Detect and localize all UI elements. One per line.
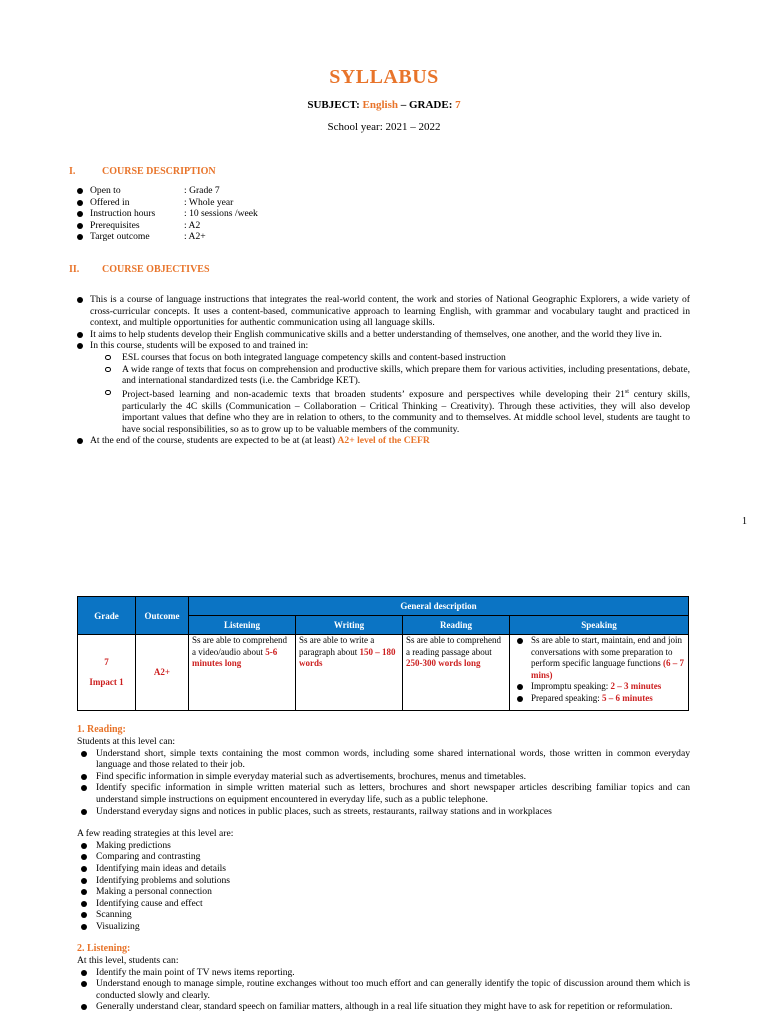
outcome-cell	[136, 635, 189, 711]
item-key: Open to	[90, 185, 121, 196]
listening-heading: 2. Listening:	[77, 943, 131, 954]
section-1-title: COURSE DESCRIPTION	[102, 166, 216, 177]
list-item	[77, 231, 377, 243]
sub-list-item	[105, 352, 690, 364]
bullet-icon	[81, 970, 87, 976]
strategy-text: Making predictions	[96, 839, 171, 851]
list-item	[77, 197, 377, 209]
outcome-level: A2+	[153, 666, 171, 677]
item-key: Offered in	[90, 196, 130, 208]
listening-highlight: 5-6 minutes long	[192, 646, 278, 668]
reading-text: Ss are able to comprehend a reading passage about	[406, 635, 501, 657]
bullet-icon	[81, 981, 87, 987]
bullet-icon	[81, 924, 87, 930]
item-value: : Grade 7	[184, 185, 220, 196]
sub-list-item	[105, 364, 690, 387]
list-item	[77, 978, 690, 1001]
speaking-item	[514, 693, 685, 705]
list-item	[77, 329, 690, 341]
list-item	[77, 208, 377, 220]
listening-cell	[189, 635, 296, 711]
speaking-item	[514, 635, 685, 681]
subject-value: English	[362, 99, 398, 111]
circle-bullet-icon	[105, 367, 111, 373]
reading-item-text: Understand short, simple texts containing the most common words, including some shared international words, those written in common everyday language and those related to their job.	[96, 747, 690, 771]
objective-text: This is a course of language instructions that integrates the real-world content, the work and stories of National Geographic Explorers, a wide variety of cross-curricular concepts. It uses a content-based, communicative approach to learning English, with grammar and vocabulary taught and practiced in context, and multiple opportunities for authentic communication using all language skills.	[90, 294, 690, 329]
header-writing: Writing	[296, 616, 403, 635]
list-item	[77, 921, 690, 933]
bullet-icon	[81, 912, 87, 918]
sub-item-text: century skills, particularly the 4C skills (Communication – Collaboration – Critical Thinking – Creativity). Through these activities, they will also develop important values that define who they are in relation to others, to the community and to themselves. At middle school level, students are taught to have social responsibilities, so as to grow up to be valuable members of the community.	[122, 388, 690, 435]
header-grade: Grade	[78, 597, 136, 635]
bullet-icon	[81, 785, 87, 791]
bullet-icon	[77, 343, 83, 349]
bullet-icon	[81, 774, 87, 780]
bullet-icon	[81, 751, 87, 757]
list-item	[77, 748, 690, 771]
table-row	[78, 635, 689, 711]
reading-heading: 1. Reading:	[77, 724, 126, 735]
objective-text: At the end of the course, students are expected to be at (at least)	[90, 435, 336, 447]
header-speaking: Speaking	[510, 616, 689, 635]
speaking-highlight: 5 – 6 minutes	[601, 692, 653, 703]
strategy-text: Scanning	[96, 909, 132, 921]
bullet-icon	[517, 684, 523, 690]
listening-intro: At this level, students can:	[77, 955, 179, 966]
course-objectives-list	[77, 294, 690, 447]
section-2-number: II.	[69, 264, 80, 275]
writing-highlight: 150 – 180 words	[299, 646, 396, 668]
bullet-icon	[81, 1004, 87, 1010]
speaking-text: Impromptu speaking:	[531, 681, 611, 691]
reading-intro: Students at this level can:	[77, 736, 176, 747]
bullet-icon	[517, 696, 523, 702]
list-item	[77, 771, 690, 783]
reading-highlight: 250-300 words long	[406, 658, 481, 668]
list-item	[77, 875, 690, 887]
item-key: Target outcome	[90, 231, 150, 243]
listening-section	[77, 955, 690, 1013]
school-year: School year: 2021 – 2022	[327, 121, 441, 133]
list-item	[77, 782, 690, 805]
bullet-icon	[77, 297, 83, 303]
course-description-list	[77, 185, 377, 243]
listening-item-text: Generally understand clear, standard speech on familiar matters, although in a real life situation they might have to ask for repetition or reformulation.	[96, 1001, 673, 1013]
grade-cell	[78, 635, 136, 711]
general-description-table	[77, 596, 689, 711]
list-item	[77, 294, 690, 329]
strategy-text: Making a personal connection	[96, 886, 212, 898]
sub-item-text: A wide range of texts that focus on comprehension and productive skills, which prepare them for various activities, including presentations, debate, and international standardized tests (i.e. the Cambridge KET).	[122, 363, 690, 387]
bullet-icon	[77, 200, 83, 206]
list-item	[77, 340, 690, 352]
sub-list	[77, 352, 690, 435]
circle-bullet-icon	[105, 355, 111, 361]
item-value: : A2	[184, 219, 201, 231]
superscript: st	[624, 388, 629, 395]
bullet-icon	[517, 638, 523, 644]
list-item	[77, 886, 690, 898]
list-item	[77, 967, 690, 979]
strategy-text: Identifying cause and effect	[96, 897, 203, 909]
list-item	[77, 863, 690, 875]
bullet-icon	[81, 889, 87, 895]
sub-list-item	[105, 387, 690, 436]
list-item	[77, 851, 690, 863]
section-2-title: COURSE OBJECTIVES	[102, 264, 210, 275]
list-item	[77, 898, 690, 910]
sub-item-text: ESL courses that focus on both integrated language competency skills and content-based instruction	[122, 351, 506, 363]
speaking-highlight: (6 – 7 mins)	[531, 658, 684, 680]
strategy-text: Comparing and contrasting	[96, 851, 201, 863]
speaking-text: Prepared speaking:	[531, 692, 602, 703]
bullet-icon	[77, 438, 83, 444]
bullet-icon	[81, 866, 87, 872]
bullet-icon	[81, 843, 87, 849]
sub-item-text: Project-based learning and non-academic texts that broaden students’ exposure and perspectives while developing their 21	[122, 388, 625, 400]
reading-item-text: Understand everyday signs and notices in public places, such as streets, restaurants, railway stations and in workplaces	[96, 805, 552, 817]
bullet-icon	[77, 188, 83, 194]
item-value: : Whole year	[184, 196, 234, 208]
item-value: : A2+	[184, 231, 206, 243]
list-item	[77, 909, 690, 921]
list-item	[77, 806, 690, 818]
strategy-text: Visualizing	[96, 920, 140, 932]
book-title: Impact 1	[89, 676, 124, 687]
header-reading: Reading	[403, 616, 510, 635]
bullet-icon	[81, 878, 87, 884]
header-listening: Listening	[189, 616, 296, 635]
section-1-number: I.	[69, 166, 76, 177]
cefr-level: A2+ level of the CEFR	[337, 435, 430, 447]
speaking-text: Ss are able to start, maintain, end and join conversations with some preparation to perform specific language functions	[531, 635, 682, 668]
objective-text: It aims to help students develop their English communicative skills and a better understanding of themselves, one another, and the world they live in.	[90, 328, 662, 340]
objective-text: In this course, students will be exposed to and trained in:	[90, 340, 309, 352]
speaking-cell	[510, 635, 689, 711]
circle-bullet-icon	[105, 390, 111, 396]
bullet-icon	[81, 809, 87, 815]
grade-label: – GRADE:	[400, 99, 453, 111]
subject-label: SUBJECT:	[307, 99, 360, 111]
reading-cell	[403, 635, 510, 711]
document-title: SYLLABUS	[329, 66, 439, 88]
writing-cell	[296, 635, 403, 711]
item-key: Prerequisites	[90, 219, 140, 231]
list-item	[77, 435, 690, 447]
item-value: : 10 sessions /week	[184, 208, 258, 220]
bullet-icon	[77, 234, 83, 240]
reading-item-text: Identify specific information in simple written material such as letters, brochures and short newspaper articles describing familiar topics and can understand simple instructions on equipment encountered in everyday life, such as a public telephone.	[96, 782, 690, 805]
bullet-icon	[77, 223, 83, 229]
listening-item-text: Understand enough to manage simple, routine exchanges without too much effort and can generally identify the topic of discussion around them which is conducted slowly and clearly.	[96, 978, 690, 1001]
bullet-icon	[77, 211, 83, 217]
header-general-description: General description	[189, 597, 689, 616]
section-2-heading	[69, 264, 210, 275]
writing-text: Ss are able to write a paragraph about	[299, 635, 375, 657]
list-item	[77, 840, 690, 852]
speaking-item	[514, 681, 685, 693]
listening-text: Ss are able to comprehend a video/audio about	[192, 635, 287, 657]
bullet-icon	[81, 854, 87, 860]
grade-number: 7	[104, 657, 109, 667]
grade-value: 7	[455, 99, 461, 111]
reading-section	[77, 736, 690, 933]
header-outcome: Outcome	[136, 597, 189, 635]
listening-item-text: Identify the main point of TV news items reporting.	[96, 966, 295, 978]
strategy-text: Identifying problems and solutions	[96, 874, 231, 886]
page-number: 1	[742, 516, 747, 527]
bullet-icon	[77, 332, 83, 338]
item-key: Instruction hours	[90, 208, 156, 220]
subject-line	[0, 99, 768, 111]
speaking-highlight: 2 – 3 minutes	[610, 681, 662, 691]
section-1-heading	[69, 166, 216, 177]
strategy-text: Identifying main ideas and details	[96, 862, 227, 874]
reading-item-text: Find specific information in simple everyday material such as advertisements, brochures, menus and timetables.	[96, 770, 526, 782]
strategies-intro: A few reading strategies at this level are:	[77, 828, 234, 840]
list-item	[77, 185, 377, 197]
bullet-icon	[81, 901, 87, 907]
list-item	[77, 1001, 690, 1013]
list-item	[77, 220, 377, 232]
